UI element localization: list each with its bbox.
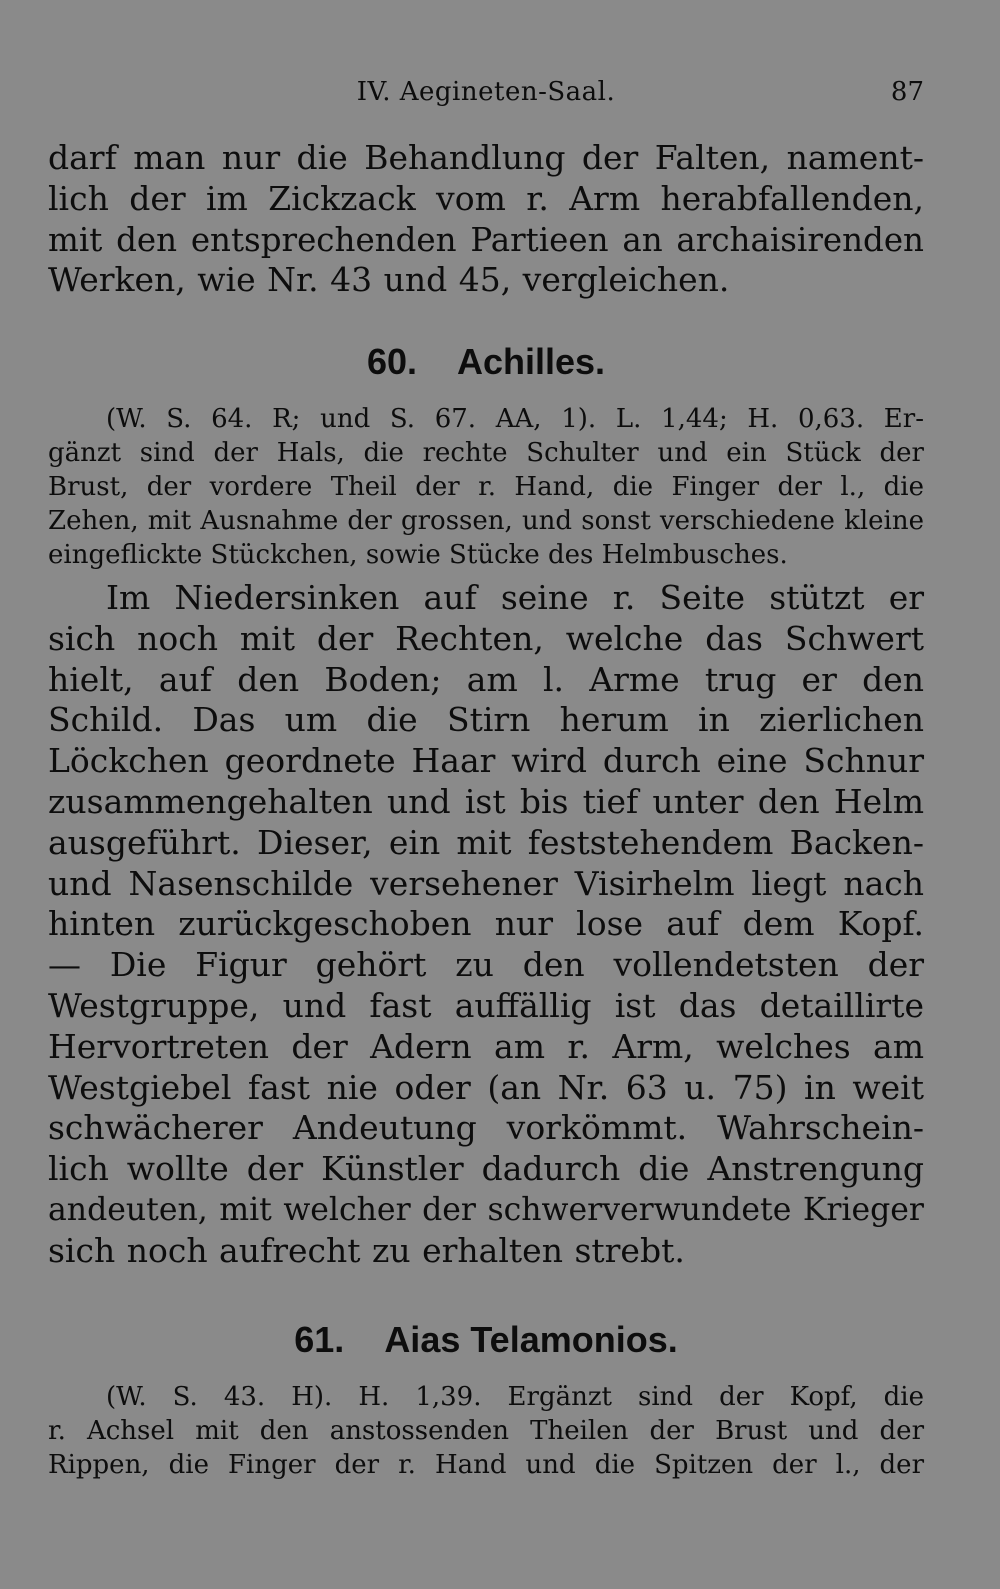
text-line: Im Niedersinken auf seine r. Seite stützt er — [106, 578, 924, 617]
section-title: Aias Telamonios. — [384, 1319, 678, 1360]
text-line: lich wollte der Künstler dadurch die Anstrengung — [48, 1149, 924, 1189]
text-line: Westgiebel fast nie oder (an Nr. 63 u. 75) in weit — [48, 1067, 924, 1107]
section-heading-60 — [48, 340, 924, 384]
text-line: zusammengehalten und ist bis tief unter den Helm — [48, 781, 924, 821]
text-line: Löckchen geordnete Haar wird durch eine Schnur — [48, 741, 924, 781]
section-61-note — [48, 1380, 924, 1482]
note-line: Rippen, die Finger der r. Hand und die Spitzen der l., der — [48, 1450, 924, 1480]
note-line: gänzt sind der Hals, die rechte Schulter und ein Stück der — [48, 438, 924, 468]
running-title: IV. Aegineten-Saal. — [356, 77, 616, 107]
text-line: — Die Figur gehört zu den vollendetsten der — [48, 945, 924, 985]
text-line: hinten zurückgeschoben nur lose auf dem Kopf. — [48, 904, 924, 944]
text-line: Werken, wie Nr. 43 und 45, vergleichen. — [48, 260, 730, 300]
section-title: Achilles. — [456, 341, 606, 382]
note-line: Zehen, mit Ausnahme der grossen, und sonst verschiedene kleine — [48, 506, 924, 536]
text-line: Schild. Das um die Stirn herum in zierlichen — [48, 700, 924, 740]
text-line: Hervortreten der Adern am r. Arm, welches am — [48, 1026, 924, 1066]
text-line: darf man nur die Behandlung der Falten, nament- — [48, 138, 924, 177]
intro-paragraph — [48, 138, 924, 301]
text-line: Westgruppe, und fast auffällig ist das detaillirte — [48, 985, 924, 1025]
text-line: hielt, auf den Boden; am l. Arme trug er den — [48, 659, 924, 699]
text-line: sich noch mit der Rechten, welche das Schwert — [48, 618, 924, 658]
note-line: (W. S. 43. H). H. 1,39. Ergänzt sind der Kopf, die — [106, 1382, 924, 1412]
section-60-text — [48, 578, 924, 1272]
text-line: schwächerer Andeutung vorkömmt. Wahrschein- — [48, 1108, 924, 1148]
section-number: 60. — [366, 341, 417, 382]
text-line: lich der im Zickzack vom r. Arm herabfallenden, — [48, 178, 924, 218]
note-line: (W. S. 64. R; und S. 67. AA, 1). L. 1,44; H. 0,63. Er- — [106, 404, 924, 434]
text-line: andeuten, mit welcher der schwerverwundete Krieger — [48, 1191, 924, 1228]
running-header — [48, 72, 924, 112]
page-number: 87 — [890, 77, 924, 107]
text-line: mit den entsprechenden Partieen an archaisirenden — [48, 220, 924, 259]
note-line: eingeflickte Stückchen, sowie Stücke des Helmbusches. — [48, 540, 788, 570]
text-line: ausgeführt. Dieser, ein mit feststehendem Backen- — [48, 822, 924, 862]
note-line: r. Achsel mit den anstossenden Theilen der Brust und der — [48, 1416, 924, 1446]
section-heading-61 — [48, 1318, 924, 1362]
note-line: Brust, der vordere Theil der r. Hand, die Finger der l., die — [48, 472, 924, 502]
section-60-note — [48, 402, 924, 572]
section-number: 61. — [294, 1319, 345, 1360]
text-line: und Nasenschilde versehener Visirhelm liegt nach — [48, 863, 924, 903]
text-line: sich noch aufrecht zu erhalten strebt. — [48, 1230, 685, 1270]
